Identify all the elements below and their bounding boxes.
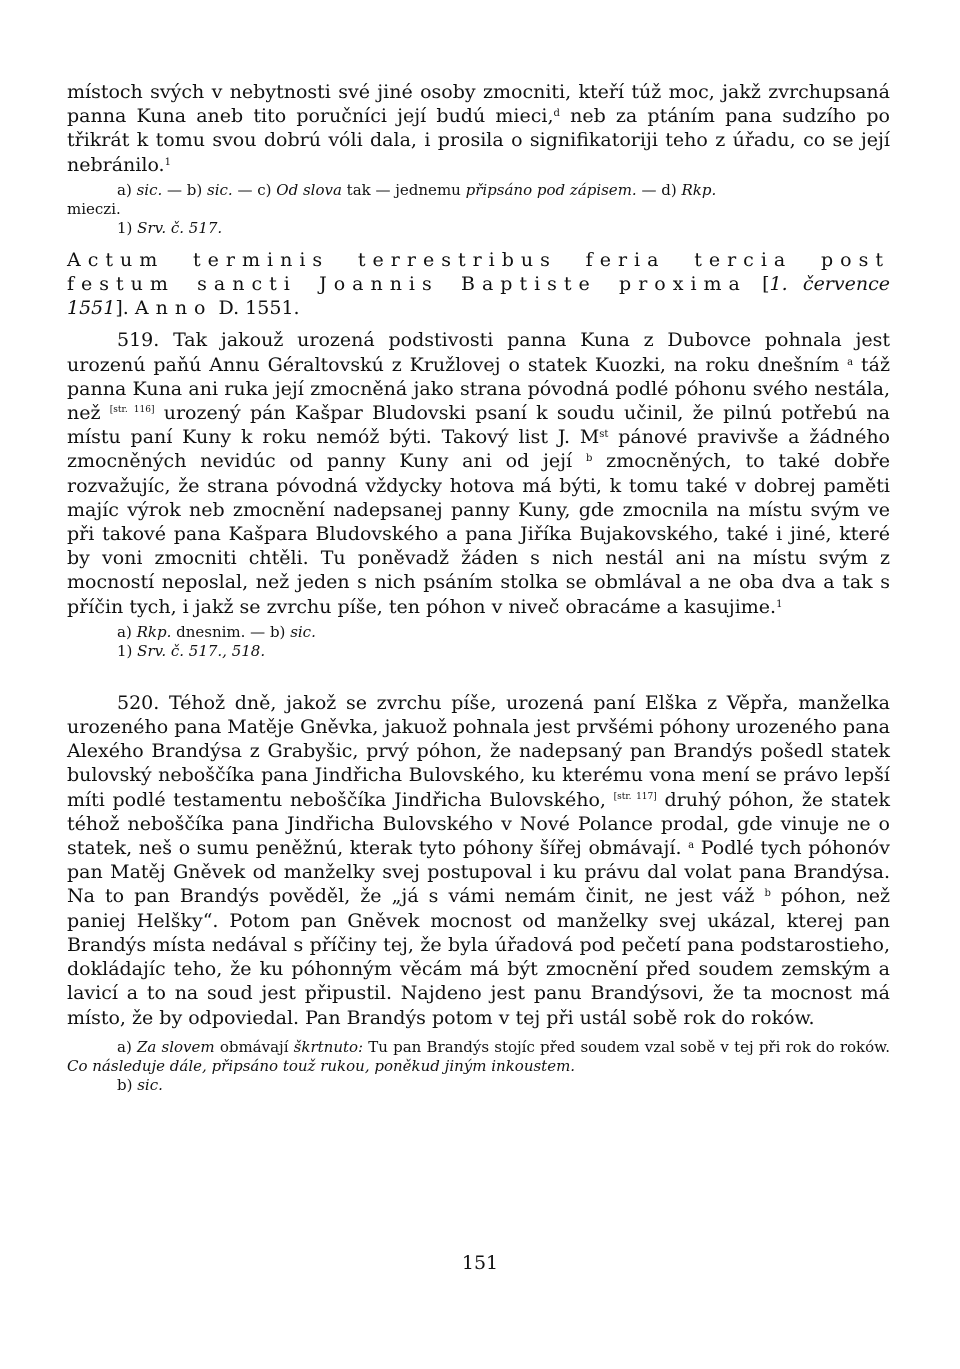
note-label: a) — [117, 622, 137, 641]
heading-text: Anno — [134, 297, 213, 320]
notes-519 — [67, 623, 890, 642]
notes-520 — [67, 1038, 890, 1076]
note-text: obmávají — [214, 1037, 294, 1056]
paragraph-text: Tak jakouž urozená podstivosti panna Kuna z Dubovce pohnala jest urozenú paňú Annu Géraltovskú z Kružlovej o statek Kuozki, na roku dnešním — [67, 329, 890, 376]
footnote-mark: 1 — [776, 598, 783, 610]
heading-text: Actum terminis terrestribus feria tercia post festum sancti Joannis Baptiste proxima — [67, 248, 890, 296]
note-text: dnesnim. — [171, 622, 246, 641]
heading-text: ]. — [115, 297, 135, 320]
note-separator: — — [232, 180, 258, 199]
page-number: 151 — [461, 1252, 499, 1274]
note-text: Za slovem — [136, 1037, 215, 1056]
page-reference: [str. 116] — [109, 405, 155, 416]
heading-text: [ — [746, 273, 770, 296]
note-mark: b — [585, 453, 593, 465]
note-text: připsáno pod zápisem. — [465, 180, 637, 199]
paragraph-text: urozený pán Kašpar Bludovski psaní k soudu učinil, že pilnú potřebú na místu paní Kuny k roku nemóž býti. Takový list J. M — [67, 402, 890, 449]
note-text: tak — jednemu — [341, 180, 466, 199]
entry-519 — [67, 328, 890, 618]
paragraph-text: Podlé tych póhonóv pan Matěj Gněvek od manželky svej postupoval i ku právu dal volat pana Brandýsa. Na to pan Brandýs pověděl, že „já s vámi nemám činit, ne jest váž — [67, 837, 890, 908]
paragraph-text: Téhož dně, jakož se zvrchu píše, urozená paní Elška z Věpřa, manželka urozeného pana Matěje Gněvka, jakuož pohnala jest prvšémi póhony urozeného pana Alexého Brandýsa z Grabyšic, prvý póhon, že nadepsaný pan Brandýs pošedl statek bulovský neboščíka pana Jindřicha Bulovského, ku kterému vona mení se právo lepší míti podlé testamentu neboščíka Jindřicha Bulovského, — [67, 691, 890, 811]
paragraph-text: póhon, než paniej Helšky“. Potom pan Gněvek mocnost od manželky svej ukázal, kterej pan Brandýs místa nedával s příčiny tej, že byla úřadová pod pečetí pana podstarostieho, dokládajíc teho, že ku póhonným věcám má být zmocnění před soudem zemským a lavicí a to na soud jest připustil. Najdeno jest panu Brandýsovi, že ta mocnost má místo, že by odpoviedal. Pan Brandýs potom v tej při ustál sobě rok do roków. — [67, 885, 890, 1029]
note-text: sic. — [290, 622, 316, 641]
paragraph-text: táž panna Kuna ani ruka její zmocněná jako strana póvodná podlé póhonu svého nestála, než — [67, 353, 890, 425]
note-text: mieczi. — [67, 199, 121, 218]
reference-note — [67, 219, 890, 238]
note-label: b) — [269, 622, 291, 641]
heading-date: 1. července 1551 — [67, 273, 890, 320]
note-mark: b — [764, 888, 771, 900]
note-separator: — — [162, 180, 187, 199]
reference-note — [67, 642, 890, 661]
note-text: Tu pan Brandýs stojíc před soudem vzal sobě v tej při rok do roków. — [363, 1037, 891, 1056]
notes-intro — [67, 181, 890, 219]
superscript-text: st — [599, 429, 609, 441]
footnote-mark: 1 — [164, 156, 171, 168]
paragraph-text: neb za ptáním pana sudzího po třikrát k tomu svou dobrú vóli dala, i prosila o signifikatoriji teho z úřadu, co se její nebránilo. — [67, 105, 891, 176]
paragraph-text: zmocněných, to také dobře rozvažujíc, že strana póvodná vždycky hotova má býti, k tomu také v dobrej paměti majíc výrok neb zmocnění nadepsanej panny Kuny, gde zmocnila na místu svým ve při takové pana Kašpara Bludovského a pana Jiříka Bujakovského, také i jiné, které by voni zmocniti chtěli. Tu poněvadž žáden s nich nestál ani na místu svým z mocností neposlal, než jeden s nich psáním stolka se obmlával a ne oba dva a tak s příčin tych, i jakž se zvrchu píše, ten póhon v niveč obracáme a kasujime. — [67, 450, 890, 618]
paragraph-text: pánové pravivše a žádného zmocněných nevidúc od panny Kuny ani od její — [67, 426, 890, 473]
note-label: a) — [117, 1037, 137, 1056]
note-label: d) — [661, 180, 682, 199]
note-separator: — — [636, 180, 662, 199]
note-text: Rkp. — [136, 622, 172, 641]
note-label: 1) — [117, 641, 138, 660]
note-text: Srv. č. 517. — [137, 218, 223, 237]
note-label: c) — [257, 180, 277, 199]
note-text: škrtnuto: — [293, 1037, 364, 1056]
note-text: sic. — [137, 1075, 163, 1094]
section-heading-actum — [67, 248, 890, 321]
note-text: sic. — [136, 180, 163, 199]
paragraph-intro — [67, 80, 890, 177]
entry-number: 519. — [117, 329, 160, 352]
paragraph-text: místoch svých v nebytnosti své jiné osoby zmocniti, kteří túž moc, jakž zvrchupsaná panna Kuna aneb tito poručníci její budú mieci, — [67, 81, 890, 128]
note-text: sic. — [207, 180, 233, 199]
note-label: b) — [117, 1075, 138, 1094]
note-text: Co následuje dále, připsáno touž rukou, poněkud jiným inkoustem. — [67, 1056, 576, 1075]
paragraph-text: druhý póhon, že statek téhož neboščíka pana Jindřicha Bulovského v Nové Polance prodal, gde vinuje ne o statek, neš o sumu peněžnú, kterak tyto póhony šířej obmávají. — [67, 788, 890, 860]
page-reference: [str. 117] — [613, 791, 657, 802]
notes-520-b — [67, 1076, 890, 1095]
note-separator: — — [245, 622, 270, 641]
note-mark: a — [688, 840, 695, 852]
note-label: a) — [117, 180, 137, 199]
note-mark: a — [847, 356, 854, 368]
note-label: b) — [186, 180, 208, 199]
heading-text: D. 1551. — [212, 297, 300, 320]
entry-number: 520. — [117, 691, 160, 714]
note-mark: d — [553, 108, 560, 120]
note-label: 1) — [117, 218, 138, 237]
entry-520 — [67, 691, 890, 1030]
note-text: Od slova — [276, 180, 342, 199]
note-text: Rkp. — [681, 180, 717, 199]
note-text: Srv. č. 517., 518. — [137, 641, 266, 660]
